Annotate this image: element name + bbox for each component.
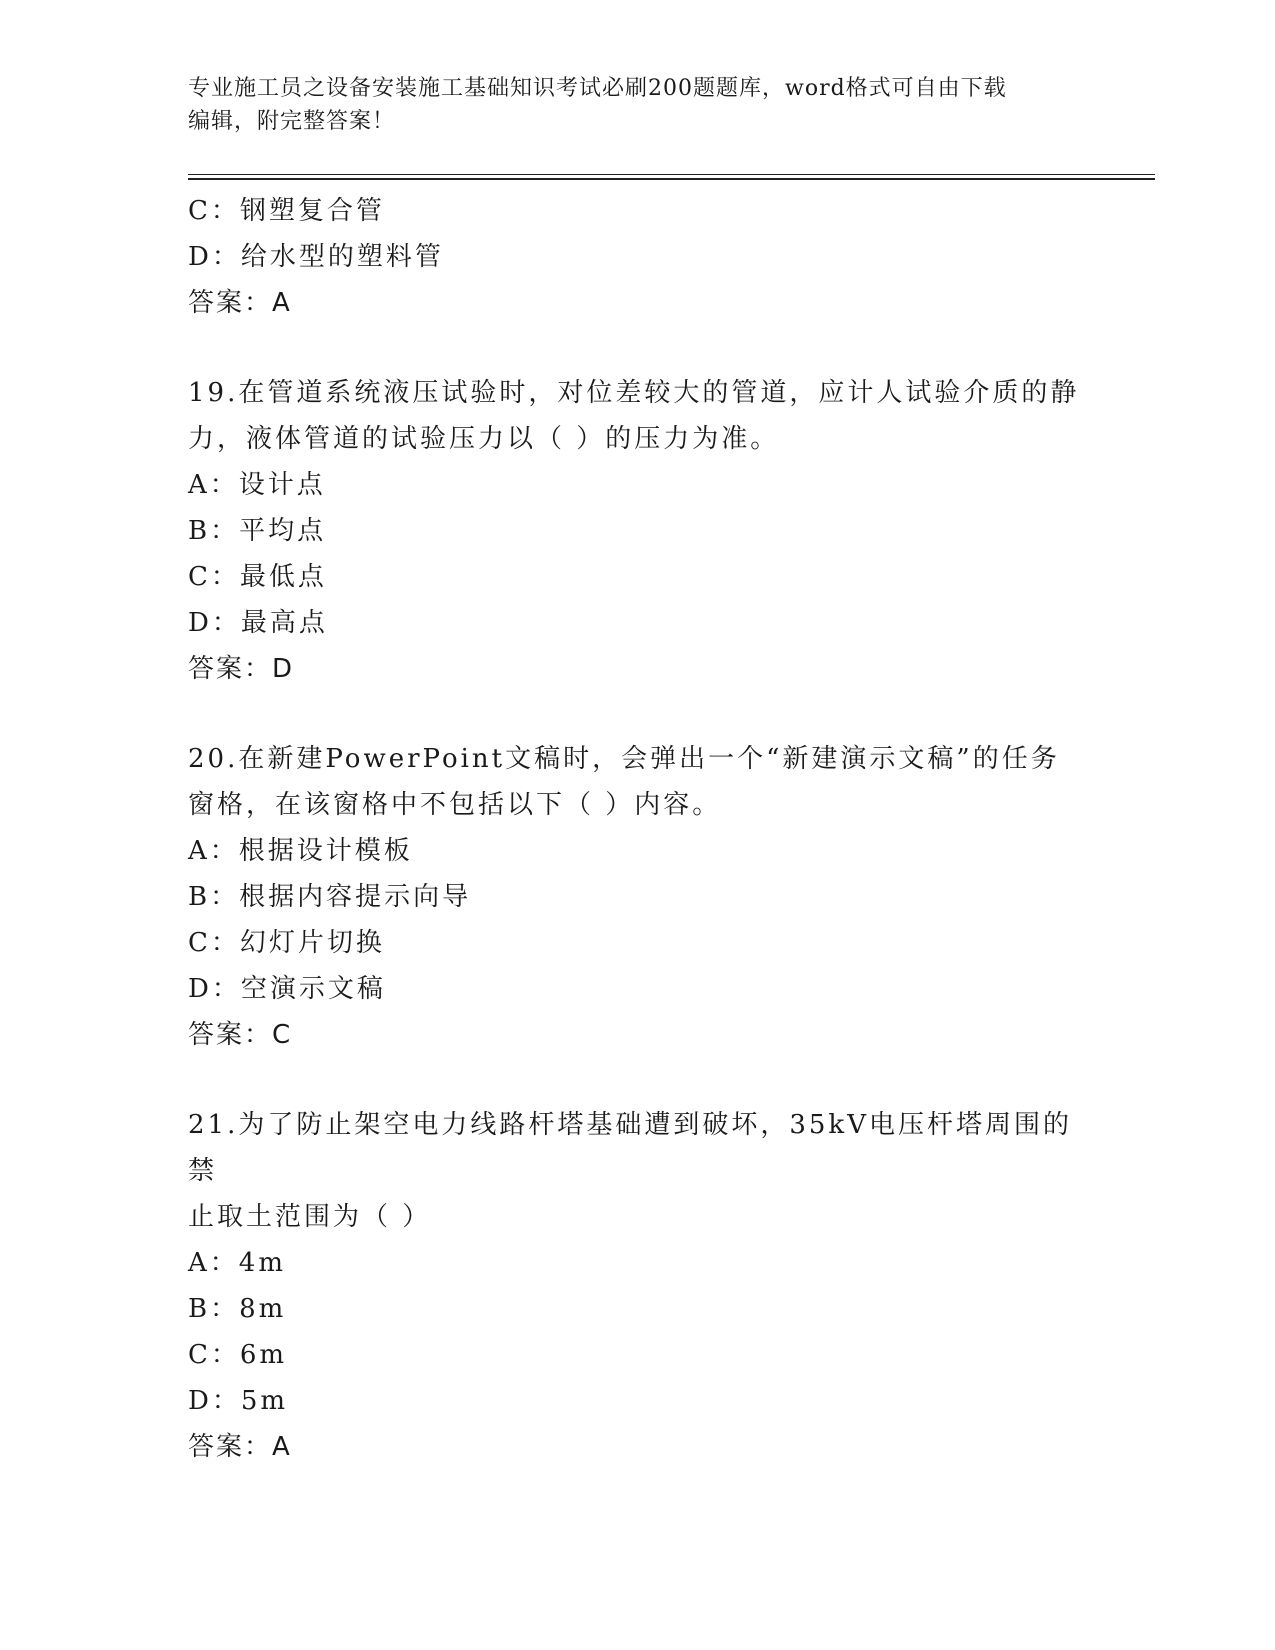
option-a: A：根据设计模板: [188, 836, 413, 866]
option-c: C：钢塑复合管: [188, 196, 385, 226]
question-21: [188, 1102, 1088, 1470]
option-c: C：最低点: [188, 562, 327, 592]
option-d: D：最高点: [188, 608, 328, 638]
question-20: [188, 736, 1088, 1058]
header-line-1: 专业施工员之设备安装施工基础知识考试必刷200题题库，word格式可自由下载: [188, 76, 1007, 101]
option-c: C：幻灯片切换: [188, 928, 385, 958]
question-stem: [188, 736, 1088, 828]
spacer: [188, 692, 1088, 736]
answer-line: 答案：A: [188, 1432, 292, 1462]
option-c: C：6m: [188, 1340, 288, 1370]
option-d: D：给水型的塑料管: [188, 242, 444, 272]
document-header: [188, 72, 1068, 138]
header-divider-thin: [188, 174, 1155, 175]
question-stem: [188, 370, 1088, 462]
option-d: D：空演示文稿: [188, 974, 386, 1004]
stem-line: 21.为了防止架空电力线路杆塔基础遭到破坏，35kV电压杆塔周围的禁: [188, 1110, 1072, 1186]
option-b: B：根据内容提示向导: [188, 882, 472, 912]
answer-line: 答案：C: [188, 1020, 293, 1050]
answer-line: 答案：A: [188, 288, 292, 318]
option-b: B：8m: [188, 1294, 287, 1324]
spacer: [188, 1058, 1088, 1102]
option-b: B：平均点: [188, 516, 327, 546]
header-divider-thick: [188, 178, 1155, 180]
question-18-continued: [188, 188, 1088, 326]
option-a: A：设计点: [188, 470, 326, 500]
stem-line: 19.在管道系统液压试验时，对位差较大的管道，应计人试验介质的静: [188, 378, 1080, 408]
stem-line: 止取土范围为（ ）: [188, 1202, 432, 1232]
option-a: A：4m: [188, 1248, 286, 1278]
question-19: [188, 370, 1088, 692]
answer-line: 答案：D: [188, 654, 295, 684]
header-line-2: 编辑，附完整答案！: [188, 109, 396, 134]
spacer: [188, 326, 1088, 370]
document-body: [188, 188, 1088, 1470]
stem-line: 力，液体管道的试验压力以（ ）的压力为准。: [188, 424, 780, 454]
stem-line: 窗格，在该窗格中不包括以下（ ）内容。: [188, 790, 722, 820]
stem-line: 20.在新建PowerPoint文稿时，会弹出一个“新建演示文稿”的任务: [188, 744, 1060, 774]
question-stem: [188, 1102, 1088, 1240]
option-d: D：5m: [188, 1386, 289, 1416]
